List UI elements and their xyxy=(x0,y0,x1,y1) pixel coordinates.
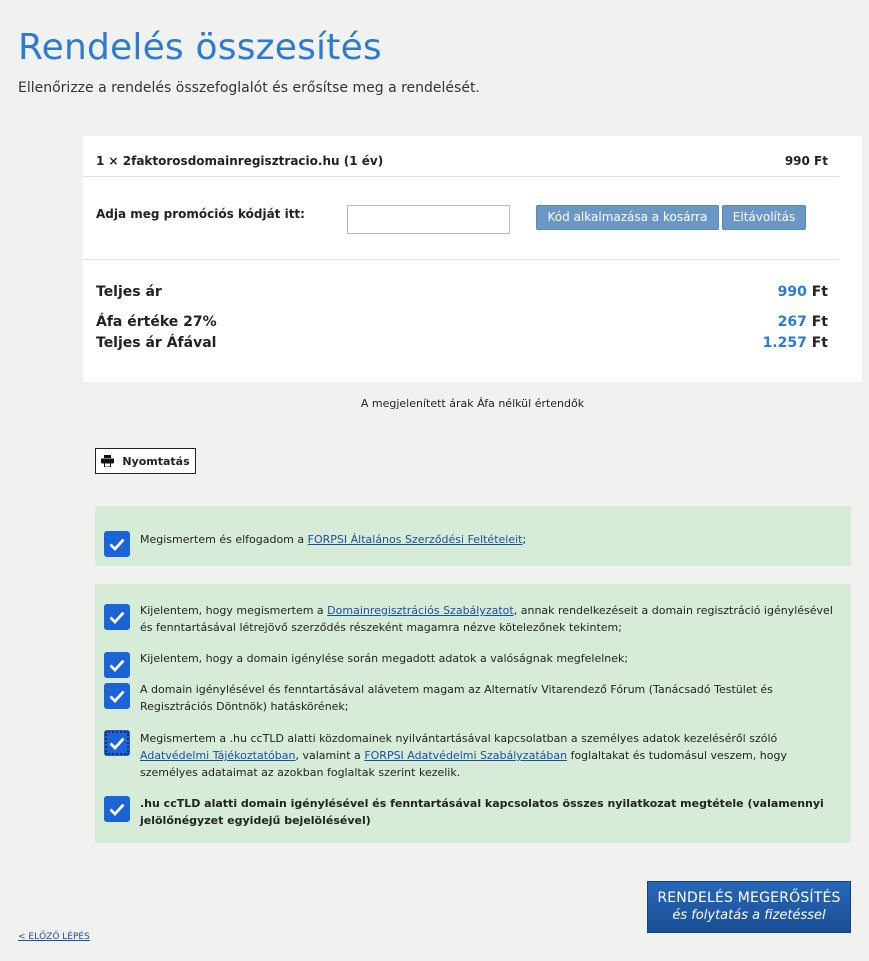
checkmark-icon xyxy=(108,734,126,752)
gross-value xyxy=(763,335,828,351)
checkmark-icon xyxy=(108,608,126,626)
vat-amount: 267 xyxy=(777,314,807,330)
vat-note: A megjelenített árak Áfa nélkül értendők xyxy=(360,397,585,410)
gross-amount: 1.257 xyxy=(762,335,807,351)
apply-code-button[interactable]: Kód alkalmazása a kosárra xyxy=(536,205,719,230)
terms-box xyxy=(95,506,851,566)
currency: Ft xyxy=(811,335,828,351)
all-declarations-checkbox[interactable] xyxy=(104,796,130,822)
divider xyxy=(83,176,839,177)
checkmark-icon xyxy=(108,687,126,705)
promo-label: Adja meg promóciós kódját itt: xyxy=(96,207,305,221)
previous-step-link[interactable]: < ELŐZŐ LÉPÉS xyxy=(18,932,90,942)
total-amount: 990 xyxy=(777,284,807,300)
order-item-row xyxy=(96,154,828,168)
total-label: Teljes ár xyxy=(96,284,162,300)
currency: Ft xyxy=(811,284,828,300)
privacy-policy-link[interactable]: FORPSI Adatvédelmi Szabályzatában xyxy=(364,749,568,762)
page-subtitle: Ellenőrizze a rendelés összefoglalót és erősítse meg a rendelését. xyxy=(18,80,480,96)
declarations-box xyxy=(95,584,851,843)
divider xyxy=(83,259,839,260)
terms-text: Megismertem és elfogadom a FORPSI Általános Szerződési Feltételeit; xyxy=(140,533,527,546)
page-title: Rendelés összesítés xyxy=(18,27,382,68)
declaration-text-1: Kijelentem, hogy megismertem a Domainregisztrációs Szabályzatot, annak rendelkezéseit a domain regisztráció igénylésével és fenntartásával létrejövő szerződés részeként magamra nézve kötelezőnek tekintem; xyxy=(140,604,833,634)
declaration-text-3: A domain igénylésével és fenntartásával alávetem magam az Alternatív Vitarendező Fórum (Tanácsadó Testület és Regisztrációs Döntnök) hatáskörének; xyxy=(140,683,773,713)
order-item-price: 990 Ft xyxy=(784,154,828,168)
remove-code-button[interactable]: Eltávolítás xyxy=(722,205,806,230)
confirm-order-button[interactable] xyxy=(647,881,851,933)
gross-label: Teljes ár Áfával xyxy=(96,335,217,351)
declaration-text-2: Kijelentem, hogy a domain igénylése során megadott adatok a valóságnak megfelelnek; xyxy=(140,652,629,665)
vat-label: Áfa értéke 27% xyxy=(96,314,217,330)
promo-code-input[interactable] xyxy=(347,205,510,234)
privacy-notice-link[interactable]: Adatvédelmi Tájékoztatóban xyxy=(140,749,296,762)
order-summary-card xyxy=(83,136,862,382)
terms-checkbox[interactable] xyxy=(104,531,130,557)
checkmark-icon xyxy=(108,800,126,818)
printer-icon xyxy=(101,455,114,467)
order-item-label: 1 × 2faktorosdomainregisztracio.hu (1 év) xyxy=(96,154,384,168)
declaration-checkbox-2[interactable] xyxy=(104,652,130,678)
checkmark-icon xyxy=(108,535,126,553)
domain-rules-link[interactable]: Domainregisztrációs Szabályzatot xyxy=(327,604,514,617)
all-declarations-text: .hu ccTLD alatti domain igénylésével és fenntartásával kapcsolatos összes nyilatkozat megtétele (valamennyi jelölőnégyzet egyidejű bejelölésével) xyxy=(140,797,824,827)
confirm-button-title: RENDELÉS MEGERŐSÍTÉS xyxy=(657,890,841,906)
declaration-text-4: Megismertem a .hu ccTLD alatti közdomainek nyilvántartásával kapcsolatban a személyes adatok kezeléséről szóló Adatvédelmi Tájékoztatóban, valamint a FORPSI Adatvédelmi Szabályzatában foglaltakat és tudomásul veszem, hogy személyes adataimat az azokban foglaltak szerint kezelik. xyxy=(140,732,787,779)
print-button[interactable] xyxy=(95,448,196,474)
print-label: Nyomtatás xyxy=(122,454,190,468)
declaration-checkbox-1[interactable] xyxy=(104,604,130,630)
declaration-checkbox-3[interactable] xyxy=(104,683,130,709)
terms-link[interactable]: FORPSI Általános Szerződési Feltételeit xyxy=(307,533,523,546)
vat-value xyxy=(778,314,828,330)
confirm-button-subtitle: és folytatás a fizetéssel xyxy=(672,908,826,923)
checkmark-icon xyxy=(108,656,126,674)
declaration-checkbox-4[interactable] xyxy=(104,730,130,756)
total-value xyxy=(778,284,828,300)
currency: Ft xyxy=(811,314,828,330)
